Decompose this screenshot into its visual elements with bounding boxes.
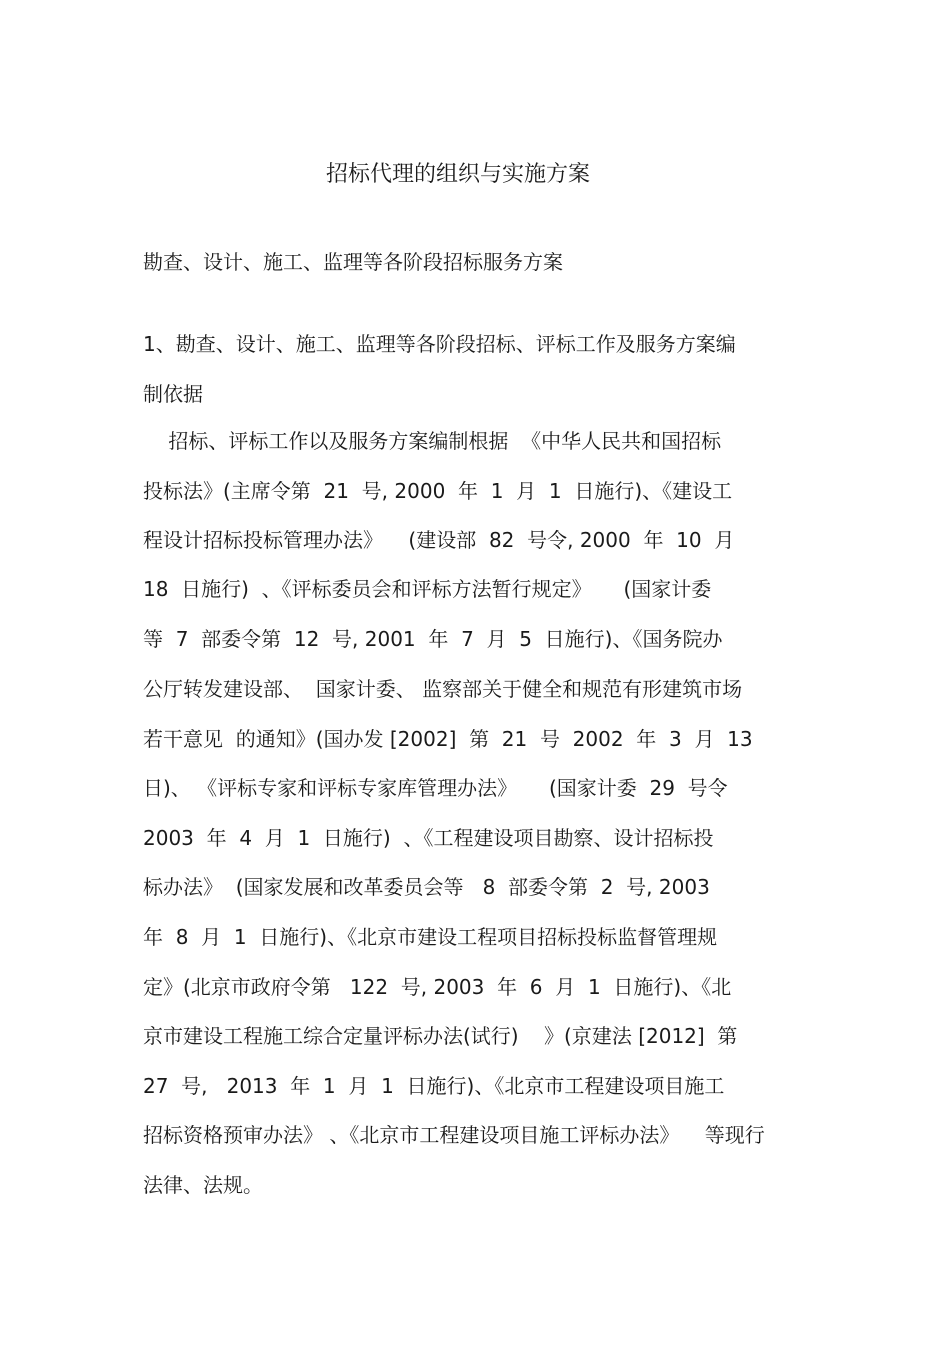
body-line: 京市建设工程施工综合定量评标办法(试行) 》(京建法 [2012] 第 — [143, 1024, 738, 1048]
body-line: 18 日施行) 、《评标委员会和评标方法暂行规定》 (国家计委 — [143, 577, 712, 601]
heading-line-1: 1、勘查、设计、施工、监理等各阶段招标、评标工作及服务方案编 — [143, 332, 736, 356]
body-line: 2003 年 4 月 1 日施行) 、《工程建设项目勘察、设计招标投 — [143, 826, 714, 850]
body-line: 日)、 《评标专家和评标专家库管理办法》 (国家计委 29 号令 — [143, 776, 728, 800]
body-line: 招标资格预审办法》 、《北京市工程建设项目施工评标办法》 等现行 — [143, 1123, 765, 1147]
body-line: 年 8 月 1 日施行)、《北京市建设工程项目招标投标监督管理规 — [143, 925, 718, 949]
body-line: 27 号, 2013 年 1 月 1 日施行)、《北京市工程建设项目施工 — [143, 1074, 725, 1098]
body-line: 程设计招标投标管理办法》 (建设部 82 号令, 2000 年 10 月 — [143, 528, 735, 552]
body-line: 公厅转发建设部、 国家计委、 监察部关于健全和规范有形建筑市场 — [143, 677, 743, 701]
document-title: 招标代理的组织与实施方案 — [325, 162, 590, 187]
body-line: 招标、评标工作以及服务方案编制根据 《中华人民共和国招标 — [143, 429, 722, 453]
body-line: 定》(北京市政府令第 122 号, 2003 年 6 月 1 日施行)、《北 — [143, 975, 732, 999]
body-line: 标办法》 (国家发展和改革委员会等 8 部委令第 2 号, 2003 — [143, 875, 710, 899]
heading-line-2: 制依据 — [143, 382, 203, 406]
section-subtitle: 勘查、设计、施工、监理等各阶段招标服务方案 — [143, 250, 563, 274]
body-line: 若干意见 的通知》(国办发 [2002] 第 21 号 2002 年 3 月 13 — [143, 727, 753, 751]
body-line: 法律、法规。 — [143, 1173, 263, 1197]
body-line: 投标法》(主席令第 21 号, 2000 年 1 月 1 日施行)、《建设工 — [143, 479, 733, 503]
body-line: 等 7 部委令第 12 号, 2001 年 7 月 5 日施行)、《国务院办 — [143, 627, 723, 651]
